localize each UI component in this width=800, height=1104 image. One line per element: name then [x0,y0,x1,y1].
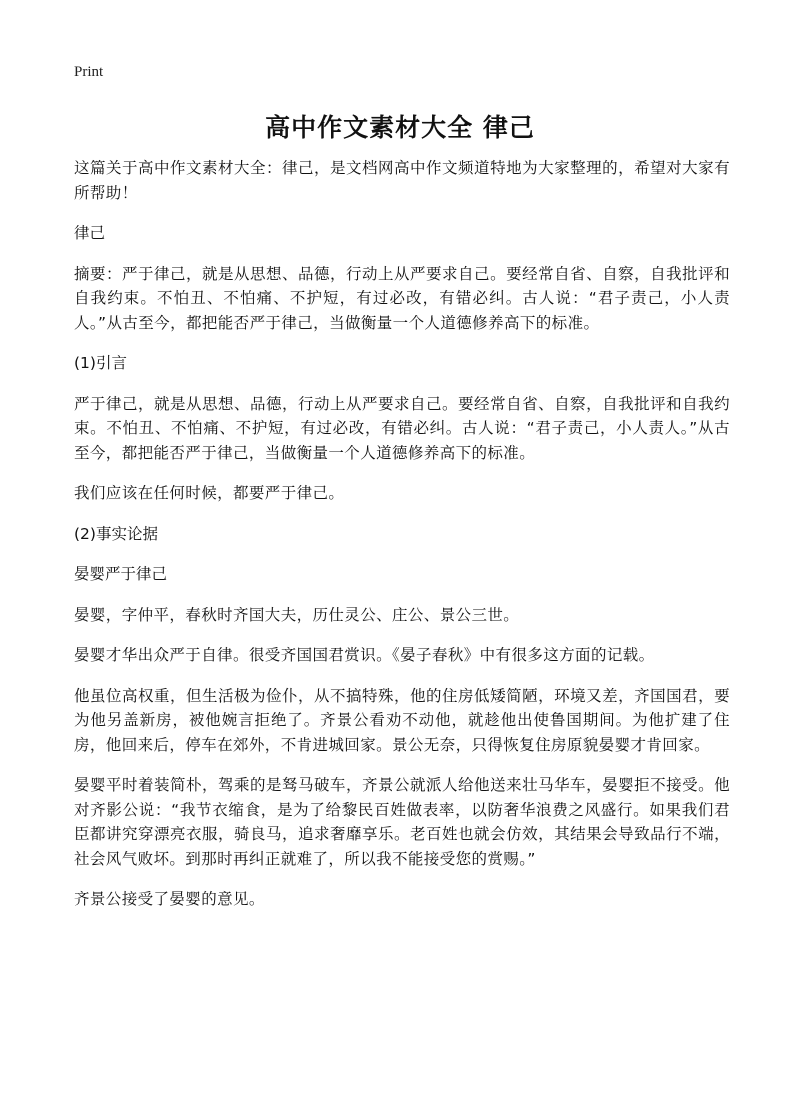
heading-evidence: (2)事实论据 [74,524,158,543]
article-body [74,156,730,928]
example-paragraph-4: 晏婴平时着装简朴，驾乘的是驽马破车，齐景公就派人给他送来壮马华车，晏婴拒不接受。他对齐影公说：“我节衣缩食，是为了给黎民百姓做表率，以防奢华浪费之风盛行。如果我们君臣都讲究穿漂亮衣服，骑良马，追求奢靡享乐。老百姓也就会仿效，其结果会导致品行不端，社会风气败坏。到那时再纠正就难了，所以我不能接受您的赏赐。” [74,776,730,868]
example-title: 晏婴严于律己 [74,565,168,583]
introduction-conclusion: 我们应该在任何时候，都要严于律己。 [74,484,345,502]
section-title: 律己 [74,224,106,242]
abstract-paragraph: 摘要：严于律己，就是从思想、品德，行动上从严要求自己。要经常自省、自察，自我批评和自我约束。不怕丑、不怕痛、不护短，有过必改，有错必纠。古人说：“君子责己，小人责人。”从古至今，都把能否严于律己，当做衡量一个人道德修养高下的标准。 [74,264,730,332]
heading-introduction: (1)引言 [74,354,127,372]
example-paragraph-5: 齐景公接受了晏婴的意见。 [74,890,265,908]
example-paragraph-3: 他虽位高权重，但生活极为俭仆，从不搞特殊，他的住房低矮简陋，环境又差，齐国国君，要为他另盖新房，被他婉言拒绝了。齐景公看劝不动他，就趁他出使鲁国期间。为他扩建了住房，他回来后，停车在郊外，不肯进城回家。景公无奈，只得恢复住房原貌晏婴才肯回家。 [74,686,730,754]
example-paragraph-2: 晏婴才华出众严于自律。很受齐国国君赏识。《晏子春秋》中有很多这方面的记载。 [74,646,655,664]
introduction-paragraph: 严于律己，就是从思想、品德，行动上从严要求自己。要经常自省、自察，自我批评和自我约束。不怕丑、不怕痛、不护短，有过必改，有错必纠。古人说：“君子责己，小人责人。”从古至今，都把能否严于律己，当做衡量一个人道德修养高下的标准。 [74,394,730,462]
page-title: 高中作文素材大全 律己 [265,113,535,142]
print-label: Print [74,64,104,80]
example-paragraph-1: 晏婴，字仲平，春秋时齐国大夫，历仕灵公、庄公、景公三世。 [74,605,520,624]
intro-paragraph: 这篇关于高中作文素材大全：律己，是文档网高中作文频道特地为大家整理的，希望对大家有所帮助！ [74,159,730,202]
